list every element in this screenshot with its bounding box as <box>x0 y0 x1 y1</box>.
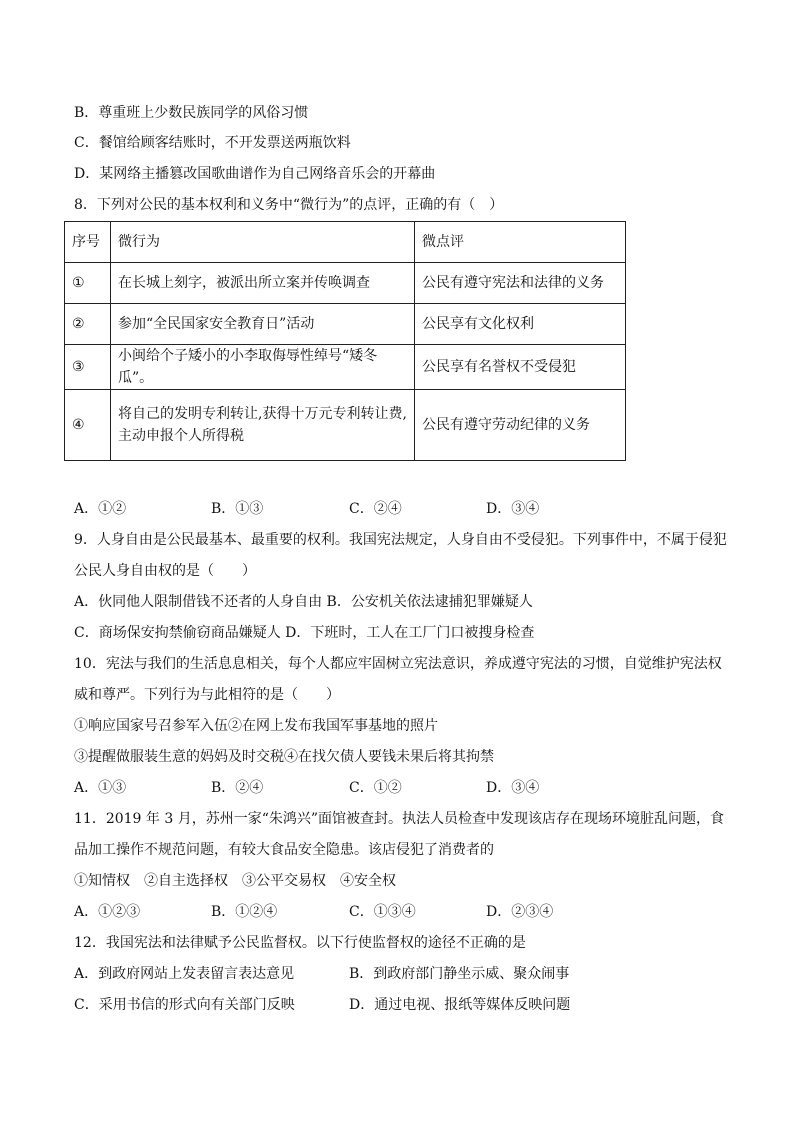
table-cell-no: ③ <box>65 345 111 390</box>
table-cell-no: ① <box>65 263 111 304</box>
q9-options-line2: C．商场保安拘禁偷窃商品嫌疑人 D．下班时，工人在工厂门口被搜身检查 <box>74 625 535 641</box>
q7-option-b: B．尊重班上少数民族同学的风俗习惯 <box>74 105 309 121</box>
table-row <box>65 390 626 461</box>
q8-option-d: D．③④ <box>486 501 540 517</box>
table-cell-act: 小闽给个子矮小的小李取侮辱性绰号“矮冬瓜”。 <box>111 345 415 390</box>
q11-option-a: A．①②③ <box>74 904 141 920</box>
table-header-cell: 序号 <box>65 222 111 263</box>
table-cell-comment: 公民享有名誉权不受侵犯 <box>415 345 626 390</box>
q12-option-c: C．采用书信的形式向有关部门反映 <box>74 997 295 1013</box>
table-cell-comment: 公民有遵守劳动纪律的义务 <box>415 390 626 461</box>
table-cell-comment: 公民有遵守宪法和法律的义务 <box>415 263 626 304</box>
q10-items-line1: ①响应国家号召参军入伍②在网上发布我国军事基地的照片 <box>74 718 438 734</box>
table-header-cell: 微点评 <box>415 222 626 263</box>
table-header-cell: 微行为 <box>111 222 415 263</box>
table-row <box>65 304 626 345</box>
q11-stem-line1: 11．2019 年 3 月，苏州一家“朱鸿兴”面馆被查封。执法人员检查中发现该店存在现场环境脏乱问题，食 <box>74 811 725 827</box>
q10-option-d: D．③④ <box>486 780 540 796</box>
q10-stem-line1: 10．宪法与我们的生活息息相关，每个人都应牢固树立宪法意识，养成遵守宪法的习惯，自觉维护宪法权 <box>74 656 722 672</box>
table-header-row <box>65 222 626 263</box>
q11-option-c: C．①③④ <box>349 904 416 920</box>
table-cell-act-line: 主动申报个人所得税 <box>118 428 244 444</box>
q10-items-line2: ③提醒做服装生意的妈妈及时交税④在找欠债人要钱未果后将其拘禁 <box>74 749 494 765</box>
table-cell-comment: 公民享有文化权利 <box>415 304 626 345</box>
q12-option-a: A．到政府网站上发表留言表达意见 <box>74 966 295 982</box>
q8-stem: 8．下列对公民的基本权利和义务中“微行为”的点评，正确的有（ ） <box>74 197 504 213</box>
q9-options-line1: A．伙同他人限制借钱不还者的人身自由 B．公安机关依法逮捕犯罪嫌疑人 <box>74 594 533 610</box>
q10-option-a: A．①③ <box>74 780 127 796</box>
table-cell-act-line: 将自己的发明专利转让,获得十万元专利转让费, <box>118 406 407 422</box>
q11-option-b: B．①②④ <box>211 904 278 920</box>
table-row <box>65 263 626 304</box>
table-cell-act <box>111 390 415 461</box>
table-cell-no: ② <box>65 304 111 345</box>
table-row <box>65 345 626 390</box>
q8-table <box>64 221 626 461</box>
table-cell-act: 在长城上刻字，被派出所立案并传唤调查 <box>111 263 415 304</box>
q9-stem-line1: 9．人身自由是公民最基本、最重要的权利。我国宪法规定，人身自由不受侵犯。下列事件中，不属于侵犯 <box>74 532 727 548</box>
table-cell-no: ④ <box>65 390 111 461</box>
q11-items: ①知情权 ②自主选择权 ③公平交易权 ④安全权 <box>74 873 396 889</box>
q10-option-b: B．②④ <box>211 780 264 796</box>
q7-option-c: C．餐馆给顾客结账时，不开发票送两瓶饮料 <box>74 135 351 151</box>
q11-stem-line2: 品加工操作不规范问题，有较大食品安全隐患。该店侵犯了消费者的 <box>74 842 494 858</box>
q10-stem-line2: 威和尊严。下列行为与此相符的是（ ） <box>74 687 340 703</box>
q8-option-a: A．①② <box>74 501 127 517</box>
q8-option-b: B．①③ <box>211 501 264 517</box>
q7-option-d: D．某网络主播篡改国歌曲谱作为自己网络音乐会的开幕曲 <box>74 166 436 182</box>
q11-option-d: D．②③④ <box>486 904 554 920</box>
q10-option-c: C．①② <box>349 780 402 796</box>
q9-stem-line2: 公民人身自由权的是（ ） <box>74 563 256 579</box>
q12-stem: 12．我国宪法和法律赋予公民监督权。以下行使监督权的途径不正确的是 <box>74 935 526 951</box>
table-cell-act: 参加“全民国家安全教育日”活动 <box>111 304 415 345</box>
q8-option-c: C．②④ <box>349 501 402 517</box>
q12-option-d: D．通过电视、报纸等媒体反映问题 <box>349 997 571 1013</box>
q12-option-b: B．到政府部门静坐示威、聚众闹事 <box>349 966 570 982</box>
